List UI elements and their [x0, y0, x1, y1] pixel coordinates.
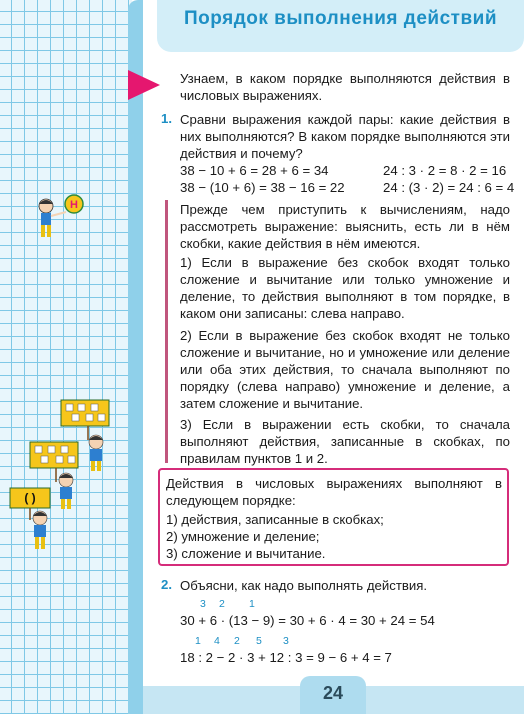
- intro-text: Узнаем, в каком порядке выполняются действия в числовых выражениях.: [180, 71, 510, 103]
- order-mark: 3: [283, 635, 289, 647]
- task-1-expression-right-1: 24 : 3 · 2 = 8 · 2 = 16: [383, 163, 507, 178]
- task-1-number: 1.: [161, 111, 172, 126]
- order-mark: 3: [200, 598, 206, 610]
- task-1-expression-right-2: 24 : (3 · 2) = 24 : 6 = 4: [383, 180, 515, 195]
- order-mark: 5: [256, 635, 262, 647]
- pink-arrow-marker: [128, 70, 160, 100]
- task-1-expression-left-2: 38 − (10 + 6) = 38 − 16 = 22: [180, 180, 345, 195]
- order-mark: 2: [234, 635, 240, 647]
- page-number: 24: [322, 683, 344, 703]
- margin-edge: [128, 0, 144, 714]
- bracket-sign-text: ( ): [24, 491, 36, 505]
- sign-letter: Н: [70, 199, 78, 211]
- order-mark: 1: [249, 598, 255, 610]
- rule-3: 3) Если в выражении есть скобки, то сначала выполняют действия, записанные в скобках, по правилам пунктов 1 и 2.: [180, 417, 510, 466]
- order-mark: 1: [195, 635, 201, 647]
- grid-paper-margin: [0, 0, 132, 714]
- task-2-expression-2: 18 : 2 − 2 · 3 + 12 : 3 = 9 − 6 + 4 = 7: [180, 650, 392, 665]
- page-title: Порядок выполнения действий: [183, 8, 498, 29]
- rules-intro: Прежде чем приступить к вычислениям, надо рассмотреть выражение: выяснить, есть ли в нём скобки, какие действия в нём имеются.: [180, 202, 510, 251]
- rule-summary-item-2: 2) умножение и деление;: [166, 529, 320, 544]
- task-1-expression-left-1: 38 − 10 + 6 = 28 + 6 = 34: [180, 163, 329, 178]
- rule-1: 1) Если в выражение без скобок входят только сложение и вычитание или только умножение и деление, то действия выполняют в том порядке, в каком они записаны: слева направо.: [180, 255, 510, 321]
- kids-with-signs-illustration: [6, 396, 118, 556]
- boy-with-sign-illustration: [36, 192, 86, 252]
- rule-summary-item-3: 3) сложение и вычитание.: [166, 546, 326, 561]
- task-2-number: 2.: [161, 577, 172, 592]
- rule-summary-item-1: 1) действия, записанные в скобках;: [166, 512, 384, 527]
- rules-side-bar: [165, 200, 168, 463]
- task-1-text: Сравни выражения каждой пары: какие действия в них выполняются? В каком порядке выполняются эти действия и почему?: [180, 112, 510, 161]
- order-mark: 2: [219, 598, 225, 610]
- rule-summary-lead: Действия в числовых выражениях выполняют в следующем порядке:: [166, 476, 502, 508]
- task-2-text: Объясни, как надо выполнять действия.: [180, 578, 428, 593]
- order-mark: 4: [214, 635, 220, 647]
- task-2-expression-1: 30 + 6 · (13 − 9) = 30 + 6 · 4 = 30 + 24 = 54: [180, 613, 435, 628]
- rule-2: 2) Если в выражение без скобок входят не только сложение и вычитание, но и умножение или деление или оба этих действия, то сначала выполняют по порядку (слева направо) умножение и деление, а затем сложение и вычитание.: [180, 328, 510, 411]
